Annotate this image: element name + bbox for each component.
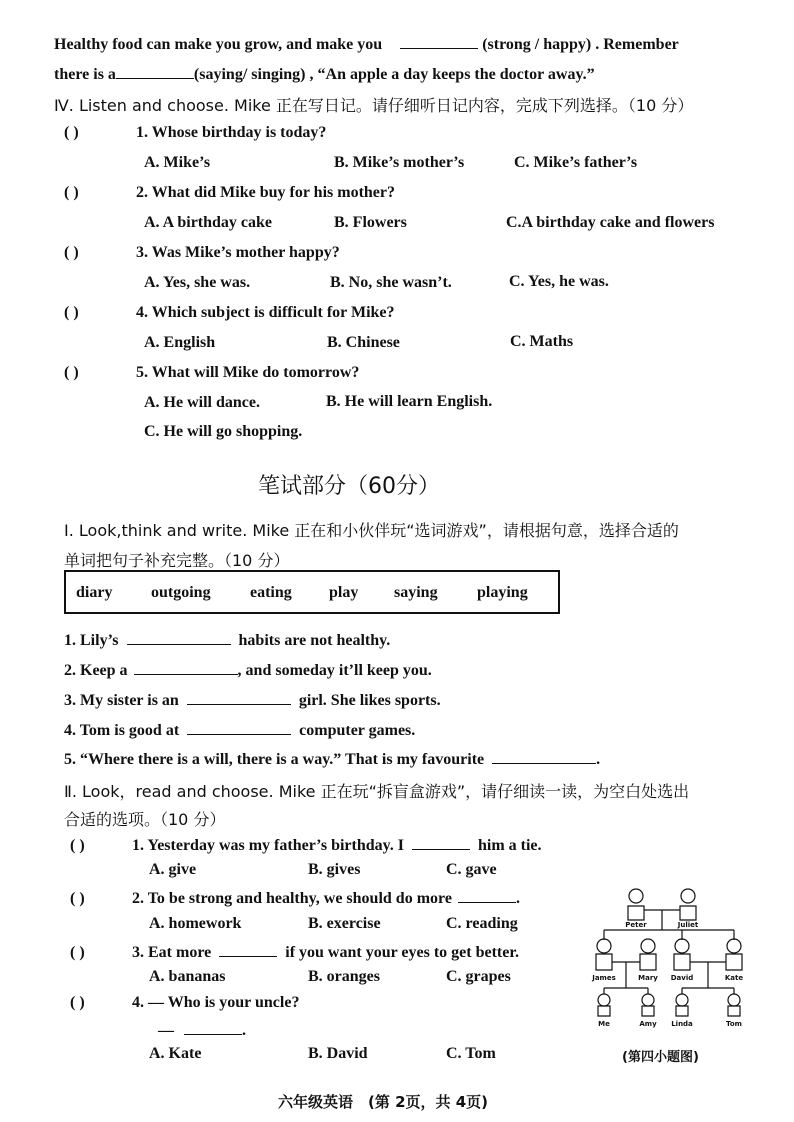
answer-paren[interactable]: ( ) [64, 364, 79, 381]
answer-paren[interactable]: ( ) [70, 837, 85, 854]
dash: — [158, 1022, 174, 1039]
answer-paren[interactable]: ( ) [70, 944, 85, 961]
question-text: 2. What did Mike buy for his mother? [136, 184, 395, 201]
sentence-1 [64, 630, 390, 650]
word-bank-item: playing [477, 584, 528, 601]
option-a: A. Kate [149, 1045, 202, 1062]
answer-blank[interactable] [219, 942, 277, 957]
name-label: Juliet [677, 921, 699, 929]
family-tree-illustration [584, 884, 754, 1034]
sentence-text: girl. She likes sports. [298, 692, 441, 709]
option-a: A. homework [149, 915, 242, 932]
answer-line [158, 1020, 246, 1040]
name-label: Mary [638, 974, 658, 982]
option-c: C. He will go shopping. [144, 423, 303, 440]
sentence-text: . [596, 751, 601, 768]
sentence-text: habits are not healthy. [238, 632, 391, 649]
option-c: C. gave [446, 861, 497, 878]
word-bank-item: diary [76, 584, 113, 601]
option-c: C. reading [446, 915, 518, 932]
sentence-text: 1. Lily’s [64, 632, 119, 649]
mc-question-2 [70, 888, 520, 908]
answer-blank[interactable] [187, 720, 291, 735]
sentence-2 [64, 660, 432, 680]
written-section-heading: 笔试部分（60分） [258, 474, 440, 499]
intro-text: there is a [54, 66, 116, 83]
name-label: Kate [724, 974, 744, 982]
name-label: Peter [625, 921, 647, 929]
option-c: C. Yes, he was. [509, 273, 609, 290]
part-2-title-cont: 合适的选项。（10 分） [64, 810, 226, 829]
word-bank [64, 570, 560, 614]
name-label: Tom [726, 1020, 742, 1028]
figure-caption: (第四小题图) [622, 1050, 699, 1065]
question-text: 1. Whose birthday is today? [136, 124, 327, 141]
question-text: 2. To be strong and healthy, we should do more [132, 890, 452, 907]
sentence-text: 5. “Where there is a will, there is a way.” That is my favourite [64, 751, 485, 768]
sentence-4 [64, 720, 415, 740]
name-label: Amy [639, 1020, 657, 1028]
option-a: A. Mike’s [144, 154, 211, 171]
word-bank-item: eating [250, 584, 292, 601]
question-3 [64, 244, 340, 262]
answer-blank[interactable] [458, 888, 516, 903]
question-text: 3. Was Mike’s mother happy? [136, 244, 340, 261]
sentence-text: 2. Keep a [64, 662, 128, 679]
option-c: C. Maths [510, 333, 574, 350]
part-1-title-cont: 单词把句子补充完整。（10 分） [64, 551, 290, 570]
question-4 [64, 304, 395, 322]
option-b: B. Flowers [334, 214, 407, 231]
answer-paren[interactable]: ( ) [64, 184, 79, 201]
answer-blank[interactable] [134, 660, 238, 675]
mc-question-3 [70, 942, 519, 962]
option-c: C. Mike’s father’s [514, 154, 638, 171]
option-b: B. Mike’s mother’s [334, 154, 465, 171]
option-c: C. grapes [446, 968, 511, 985]
answer-paren[interactable]: ( ) [64, 304, 79, 321]
name-label: Linda [671, 1020, 693, 1028]
intro-line-2 [54, 64, 595, 84]
option-b: B. No, she wasn’t. [330, 274, 452, 291]
answer-blank[interactable] [492, 749, 596, 764]
answer-blank[interactable] [127, 630, 231, 645]
option-b: B. Chinese [327, 334, 400, 351]
question-text: 4. — Who is your uncle? [132, 994, 300, 1011]
option-a: A. bananas [149, 968, 226, 985]
question-1 [64, 124, 326, 142]
part-2-title: Ⅱ. Look，read and choose. Mike 正在玩“拆盲盒游戏”，请仔细读一读，为空白处选出 [64, 782, 690, 801]
word-bank-item: saying [394, 584, 438, 601]
question-text: . [515, 890, 520, 907]
answer-paren[interactable]: ( ) [64, 244, 79, 261]
answer-paren[interactable]: ( ) [64, 124, 79, 141]
period: . [242, 1022, 246, 1039]
option-b: B. exercise [308, 915, 381, 932]
part-1-title: Ⅰ. Look,think and write. Mike 正在和小伙伴玩“选词游戏”，请根据句意，选择合适的 [64, 521, 679, 540]
sentence-text: computer games. [299, 722, 416, 739]
answer-paren[interactable]: ( ) [70, 994, 85, 1011]
question-text: 5. What will Mike do tomorrow? [136, 364, 360, 381]
option-a: A. A birthday cake [144, 214, 273, 231]
sentence-5 [64, 749, 600, 769]
family-tree-figure [584, 884, 754, 1034]
option-a: A. give [149, 861, 197, 878]
name-label: James [592, 974, 616, 982]
answer-blank[interactable] [116, 64, 194, 79]
name-label: Me [598, 1020, 610, 1028]
question-2 [64, 184, 395, 202]
option-b: B. He will learn English. [326, 393, 493, 410]
sentence-3 [64, 690, 441, 710]
question-text: if you want your eyes to get better. [285, 944, 519, 961]
option-a: A. Yes, she was. [144, 274, 251, 291]
intro-text: Healthy food can make you grow, and make you [54, 36, 383, 53]
answer-blank[interactable] [187, 690, 291, 705]
question-text: 4. Which subject is difficult for Mike? [136, 304, 395, 321]
word-bank-item: play [329, 584, 359, 601]
answer-blank[interactable] [400, 34, 478, 49]
sentence-text: 3. My sister is an [64, 692, 179, 709]
intro-line-1 [54, 34, 679, 54]
option-b: B. gives [308, 861, 361, 878]
option-a: A. He will dance. [144, 394, 260, 411]
question-text: 3. Eat more [132, 944, 212, 961]
page-footer: 六年级英语 (第 2页，共 4页) [278, 1093, 489, 1111]
answer-blank[interactable] [184, 1020, 242, 1035]
answer-blank[interactable] [412, 835, 470, 850]
option-c: C.A birthday cake and flowers [506, 214, 715, 231]
answer-paren[interactable]: ( ) [70, 890, 85, 907]
question-text: 1. Yesterday was my father’s birthday. I [132, 837, 404, 854]
sentence-text: , and someday it’ll keep you. [237, 662, 432, 679]
option-a: A. English [144, 334, 216, 351]
question-text: him a tie. [477, 837, 542, 854]
section-4-title: Ⅳ. Listen and choose. Mike 正在写日记。请仔细听日记内容，完成下列选择。（10 分） [54, 96, 694, 115]
mc-question-1 [70, 835, 542, 855]
name-label: David [670, 974, 694, 982]
intro-options: (strong / happy) . Remember [482, 36, 679, 53]
option-c: C. Tom [446, 1045, 496, 1062]
option-b: B. David [308, 1045, 368, 1062]
option-b: B. oranges [308, 968, 380, 985]
sentence-text: 4. Tom is good at [64, 722, 180, 739]
mc-question-4 [70, 994, 299, 1012]
question-5 [64, 364, 359, 382]
word-bank-item: outgoing [151, 584, 211, 601]
intro-options: (saying/ singing) , “An apple a day keeps the doctor away.” [193, 66, 595, 83]
